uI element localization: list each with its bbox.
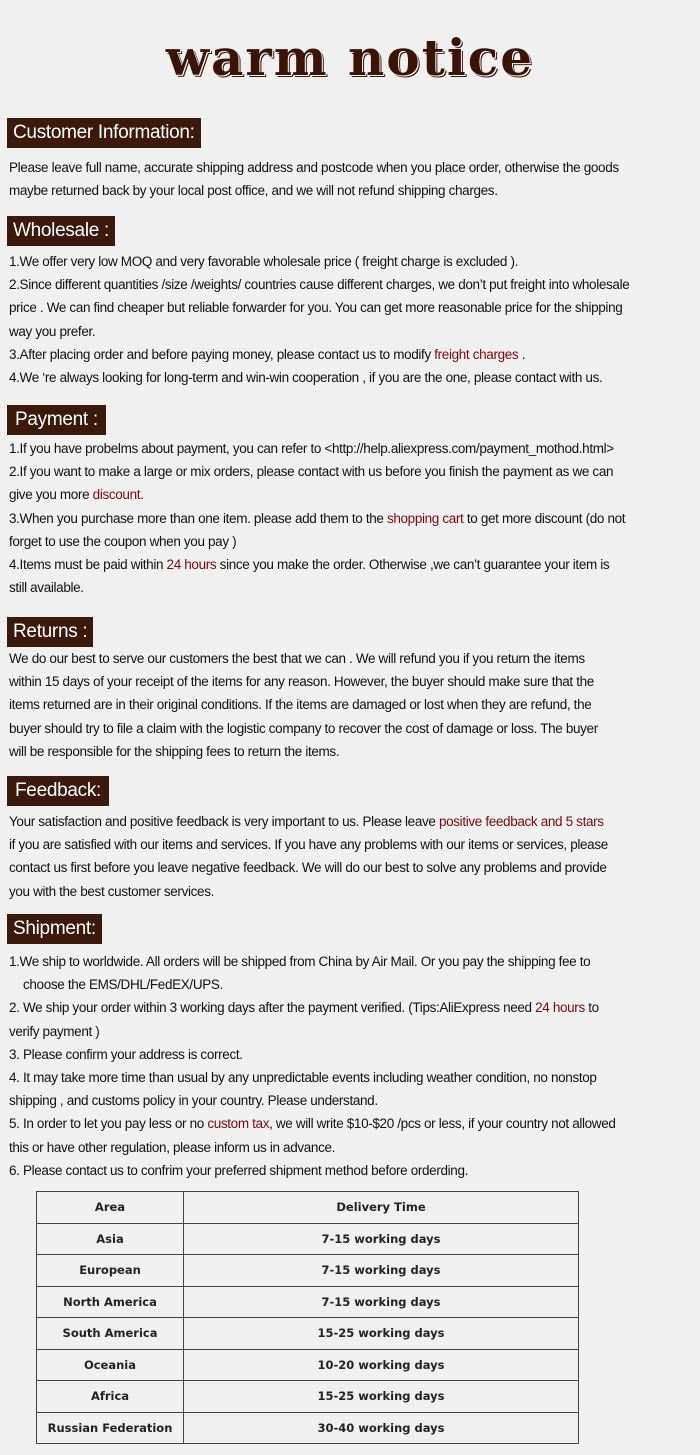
delivery-time-table: [36, 1191, 579, 1444]
delivery-time-cell: 15-25 working days: [184, 1318, 579, 1350]
custom-tax-highlight: custom tax: [207, 1116, 270, 1132]
table-row: [37, 1255, 579, 1287]
shopping-cart-highlight: shopping cart: [386, 510, 464, 526]
positive-feedback-highlight: positive feedback and 5 stars: [438, 814, 604, 829]
table-row: [37, 1412, 579, 1444]
payment-text: 1.If you have probelms about payment, you can refer to <http://help.aliexpress.com/payment_mothod.html> 2.If you want to make a large or mix orders, please contact with us before you finish the payment as we can give you more discount. 3.When you purchase more than one item. please add them to the shopping cart to get more discount (do not forget to use the coupon when you pay ) 4.Items must be paid within 24 hours since you make the order. Otherwise ,we can’t guarantee your item is still available.: [9, 441, 626, 596]
discount-highlight: discount: [92, 487, 141, 503]
24-hours-highlight: 24 hours: [166, 556, 217, 572]
area-cell: Russian Federation: [37, 1412, 184, 1444]
page-title: warm notice: [165, 28, 535, 87]
table-row: [37, 1381, 579, 1413]
customer-information-heading: Customer Information:: [7, 118, 201, 148]
shipment-text: 1.We ship to worldwide. All orders will be shipped from China by Air Mail. Or you pay the shipping fee to choose the EMS/DHL/FedEX/UPS. 2. We ship your order within 3 working days after the payment verified. (Tips:AliExpress need 24 hours to verify payment ) 3. Please confirm your address is correct. 4. It may take more time than usual by any unpredictable events including weather condition, no nonstop shipping , and customs policy in your country. Please understand. 5. In order to let you pay less or no custom tax, we will write $10-$20 /pcs or less, if your country not allowed this or have other regulation, please inform us in advance. 6. Please contact us to confrim your preferred shipment method before orderding.: [9, 954, 616, 1178]
delivery-time-cell: 7-15 working days: [184, 1286, 579, 1318]
delivery-time-cell: 7-15 working days: [184, 1255, 579, 1287]
feedback-heading: Feedback:: [7, 776, 109, 806]
table-row: [37, 1318, 579, 1350]
table-row: [37, 1223, 579, 1255]
delivery-time-cell: 7-15 working days: [184, 1223, 579, 1255]
area-cell: Africa: [37, 1381, 184, 1413]
returns-text: We do our best to serve our customers the best that we can . We will refund you if you return the items within 15 days of your receipt of the items for any reason. However, the buyer should make sure that the items returned are in their original conditions. If the items are damaged or lost when they are refund, the buyer should try to file a claim with the logistic company to recover the cost of damage or loss. The buyer will be responsible for the shipping fees to return the items.: [9, 651, 598, 759]
24-hours-verify-highlight: 24 hours: [535, 1000, 585, 1016]
delivery-time-cell: 15-25 working days: [184, 1381, 579, 1413]
wholesale-heading: Wholesale :: [7, 216, 115, 246]
area-cell: South America: [37, 1318, 184, 1350]
area-cell: North America: [37, 1286, 184, 1318]
shipment-heading: Shipment:: [7, 914, 102, 944]
table-header-row: [37, 1192, 579, 1224]
delivery-time-column-header: Delivery Time: [184, 1192, 579, 1224]
customer-information-text: Please leave full name, accurate shipping address and postcode when you place order, otherwise the goods maybe returned back by your local post office, and we will not refund shipping charges.: [9, 160, 619, 199]
table-row: [37, 1286, 579, 1318]
payment-heading: Payment :: [7, 405, 106, 435]
feedback-text: Your satisfaction and positive feedback is very important to us. Please leave positive feedback and 5 stars if you are satisfied with our items and services. If you have any problems with our items or services, please contact us first before you leave negative feedback. We will do our best to solve any problems and provide you with the best customer services.: [9, 814, 608, 899]
area-cell: Oceania: [37, 1349, 184, 1381]
area-column-header: Area: [37, 1192, 184, 1224]
returns-heading: Returns :: [7, 617, 93, 647]
area-cell: Asia: [37, 1223, 184, 1255]
area-cell: European: [37, 1255, 184, 1287]
delivery-time-cell: 10-20 working days: [184, 1349, 579, 1381]
freight-charges-highlight: freight charges: [434, 346, 519, 362]
wholesale-text: 1.We offer very low MOQ and very favorable wholesale price ( freight charge is excluded ). 2.Since different quantities /size /weights/ countries cause different charges, we don’t put freight into wholesale price . We can find cheaper but reliable forwarder for you. You can get more reasonable price for the shipping way you prefer. 3.After placing order and before paying money, please contact us to modify freight charges . 4.We ‘re always looking for long-term and win-win cooperation , if you are the one, please contact with us.: [9, 254, 630, 385]
table-row: [37, 1349, 579, 1381]
delivery-time-cell: 30-40 working days: [184, 1412, 579, 1444]
